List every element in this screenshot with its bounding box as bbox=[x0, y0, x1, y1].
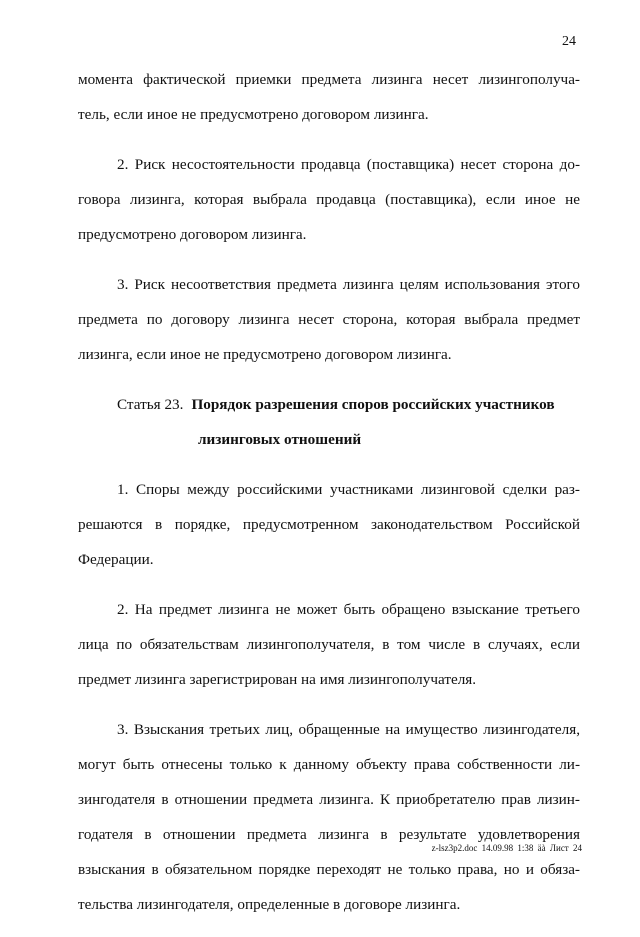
text-line: могут быть отнесены только к данному объекту права собственности ли- bbox=[78, 756, 580, 773]
text-line: 2. На предмет лизинга не может быть обращено взыскание третьего bbox=[117, 601, 580, 618]
text-line: 1. Споры между российскими участниками лизинговой сделки раз- bbox=[117, 481, 580, 498]
article-heading-line bbox=[78, 387, 580, 422]
page-number: 24 bbox=[562, 34, 576, 49]
text-line: 3. Риск несоответствия предмета лизинга целям использования этого bbox=[117, 276, 580, 293]
article-title: Порядок разрешения споров российских участников bbox=[191, 396, 555, 413]
text-line: предмета по договору лизинга несет сторона, которая выбрала предмет bbox=[78, 311, 580, 328]
paragraph bbox=[78, 147, 580, 252]
text-line: предусмотрено договором лизинга. bbox=[78, 226, 307, 243]
paragraph bbox=[78, 62, 580, 132]
article-number: Статья 23. bbox=[117, 396, 184, 413]
page-footer: z-lsz3p2.doc 14.09.98 1:38 äà Лист 24 bbox=[431, 843, 582, 853]
text-line: 3. Взыскания третьих лиц, обращенные на имущество лизингодателя, bbox=[117, 721, 580, 738]
text-line: 2. Риск несостоятельности продавца (поставщика) несет сторона до- bbox=[117, 156, 580, 173]
paragraph bbox=[78, 592, 580, 697]
text-line: лизинга, если иное не предусмотрено договором лизинга. bbox=[78, 346, 452, 363]
document-body bbox=[78, 62, 580, 937]
text-line: предмет лизинга зарегистрирован на имя лизингополучателя. bbox=[78, 671, 477, 688]
text-line: взыскания в обязательном порядке переходят не только права, но и обяза- bbox=[78, 861, 580, 878]
text-line: решаются в порядке, предусмотренном законодательством Российской bbox=[78, 516, 580, 533]
text-line: годателя в отношении предмета лизинга в результате удовлетворения bbox=[78, 826, 580, 843]
text-line: зингодателя в отношении предмета лизинга. К приобретателю прав лизин- bbox=[78, 791, 580, 808]
text-line: момента фактической приемки предмета лизинга несет лизингополуча- bbox=[78, 71, 580, 88]
text-line: лица по обязательствам лизингополучателя, в том числе в случаях, если bbox=[78, 636, 580, 653]
article-title-continued: лизинговых отношений bbox=[198, 431, 362, 448]
paragraph bbox=[78, 267, 580, 372]
text-line: тель, если иное не предусмотрено договором лизинга. bbox=[78, 106, 429, 123]
text-line: тельства лизингодателя, определенные в договоре лизинга. bbox=[78, 896, 461, 913]
text-line: говора лизинга, которая выбрала продавца (поставщика), если иное не bbox=[78, 191, 580, 208]
article-heading bbox=[78, 387, 580, 457]
text-line: Федерации. bbox=[78, 551, 154, 568]
paragraph bbox=[78, 712, 580, 922]
paragraph bbox=[78, 472, 580, 577]
